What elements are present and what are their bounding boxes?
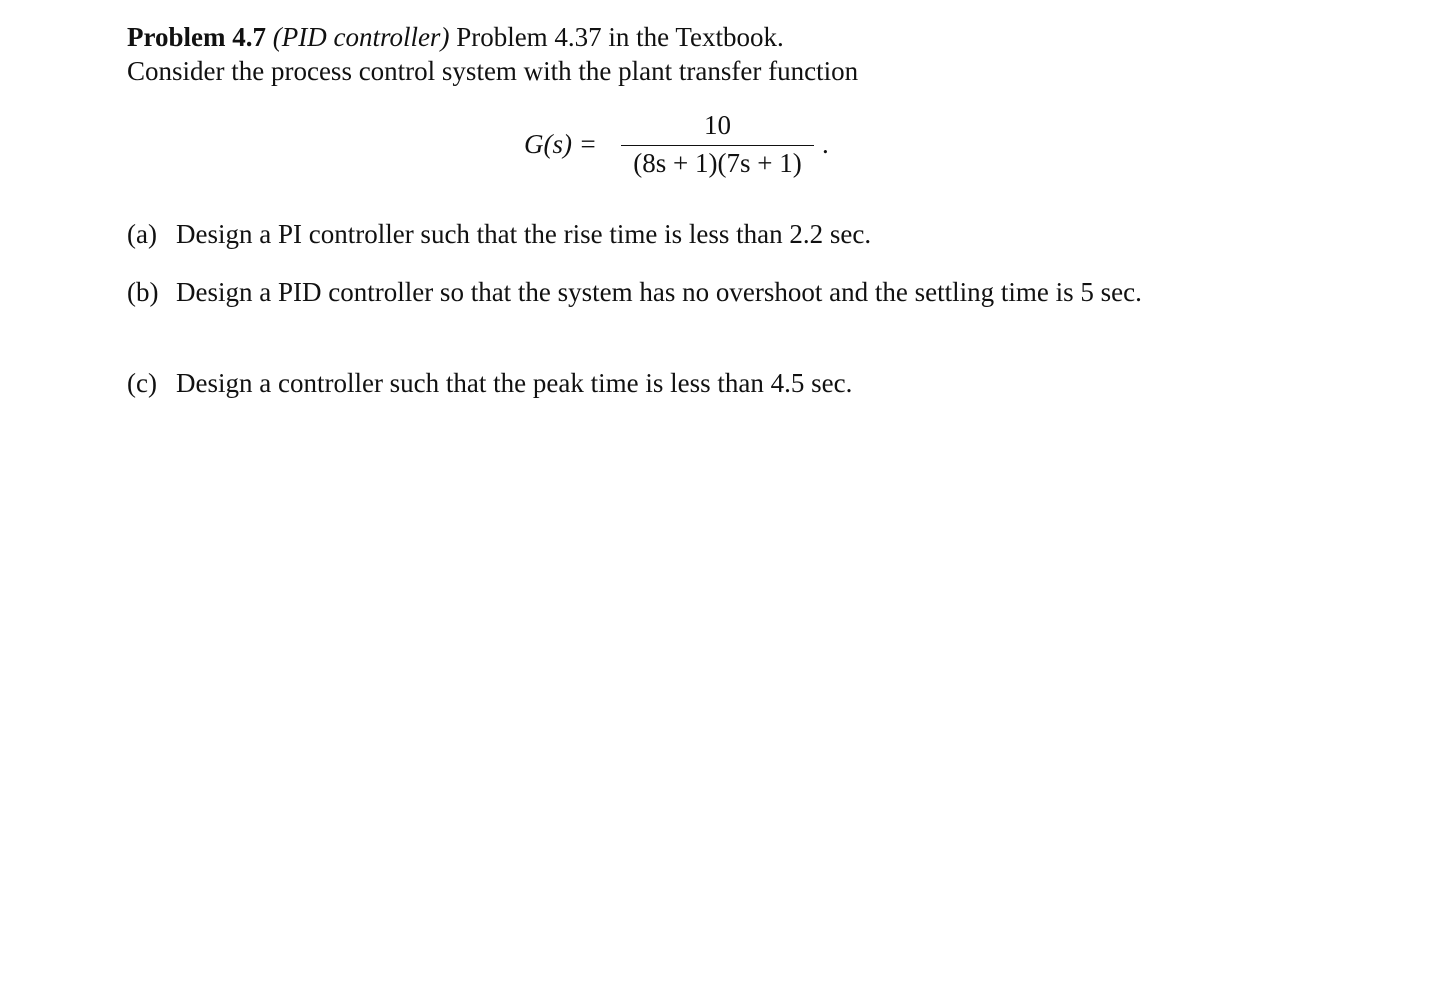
problem-intro: Consider the process control system with the plant transfer function — [127, 56, 859, 86]
equation-terminator: . — [822, 129, 829, 159]
problem-topic: (PID controller) — [272, 22, 450, 52]
problem-heading — [127, 20, 784, 54]
equation-numerator: 10 — [704, 110, 731, 140]
problem-reference: Problem 4.37 in the Textbook. — [456, 22, 784, 52]
problem-label: Problem 4.7 — [127, 22, 266, 52]
part-c-text: Design a controller such that the peak time is less than 4.5 sec. — [176, 368, 853, 398]
part-a-text: Design a PI controller such that the rise time is less than 2.2 sec. — [176, 219, 872, 249]
equation-lhs: G(s) = — [524, 129, 597, 159]
part-b-text: Design a PID controller so that the system has no overshoot and the settling time is 5 sec. — [176, 277, 1142, 307]
part-c-label: (c) — [127, 368, 157, 398]
equation-fraction — [621, 108, 814, 180]
equation-denominator: (8s + 1)(7s + 1) — [633, 148, 802, 178]
part-a-label: (a) — [127, 219, 157, 249]
part-b-label: (b) — [127, 277, 159, 307]
